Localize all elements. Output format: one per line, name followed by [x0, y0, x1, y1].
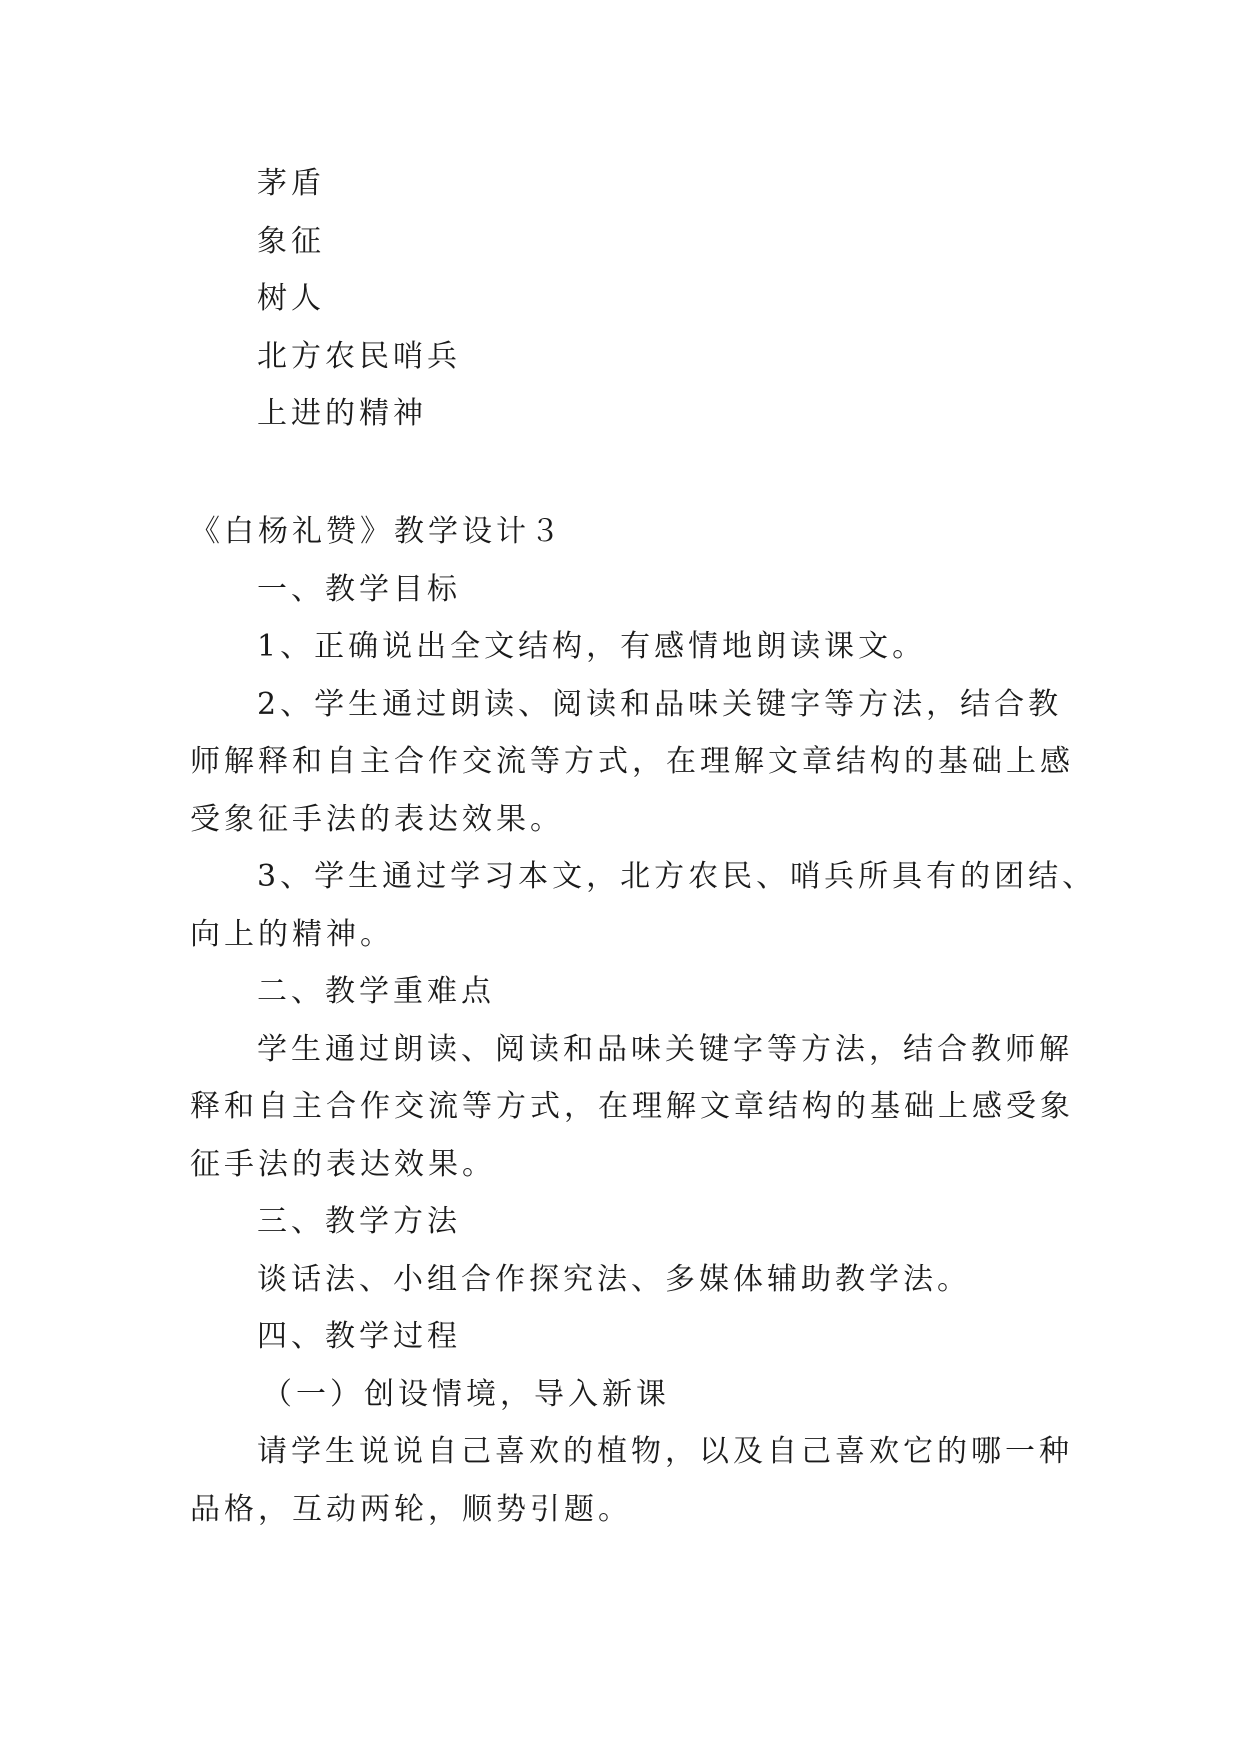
key-heading: 二、教学重难点 — [257, 974, 495, 1009]
list-item: 上进的精神 — [257, 396, 427, 431]
goal-2-line: 受象征手法的表达效果。 — [190, 802, 564, 837]
process-heading: 四、教学过程 — [257, 1319, 461, 1354]
key-line: 释和自主合作交流等方式，在理解文章结构的基础上感受象 — [190, 1089, 1074, 1124]
list-item: 树人 — [257, 281, 325, 316]
goals-heading: 一、教学目标 — [257, 572, 461, 607]
list-item: 北方农民哨兵 — [257, 339, 461, 374]
process-line: 请学生说说自己喜欢的植物，以及自己喜欢它的哪一种 — [257, 1434, 1073, 1469]
list-item: 象征 — [257, 224, 325, 259]
section-title: 《白杨礼赞》教学设计３ — [190, 514, 564, 549]
list-item: 茅盾 — [257, 166, 325, 201]
goal-3-line: 3、学生通过学习本文，北方农民、哨兵所具有的团结、 — [257, 859, 1097, 894]
goal-3-line: 向上的精神。 — [190, 917, 394, 952]
goal-2-line: 师解释和自主合作交流等方式，在理解文章结构的基础上感 — [190, 744, 1074, 779]
goal-1: 1、正确说出全文结构，有感情地朗读课文。 — [257, 629, 927, 664]
goal-2-line: 2、学生通过朗读、阅读和品味关键字等方法，结合教 — [257, 687, 1063, 722]
process-line: 品格，互动两轮，顺势引题。 — [190, 1492, 632, 1527]
key-line: 学生通过朗读、阅读和品味关键字等方法，结合教师解 — [257, 1032, 1073, 1067]
process-subheading: （一）创设情境，导入新课 — [262, 1377, 670, 1412]
method-heading: 三、教学方法 — [257, 1204, 461, 1239]
method-text: 谈话法、小组合作探究法、多媒体辅助教学法。 — [257, 1262, 971, 1297]
key-line: 征手法的表达效果。 — [190, 1147, 496, 1182]
